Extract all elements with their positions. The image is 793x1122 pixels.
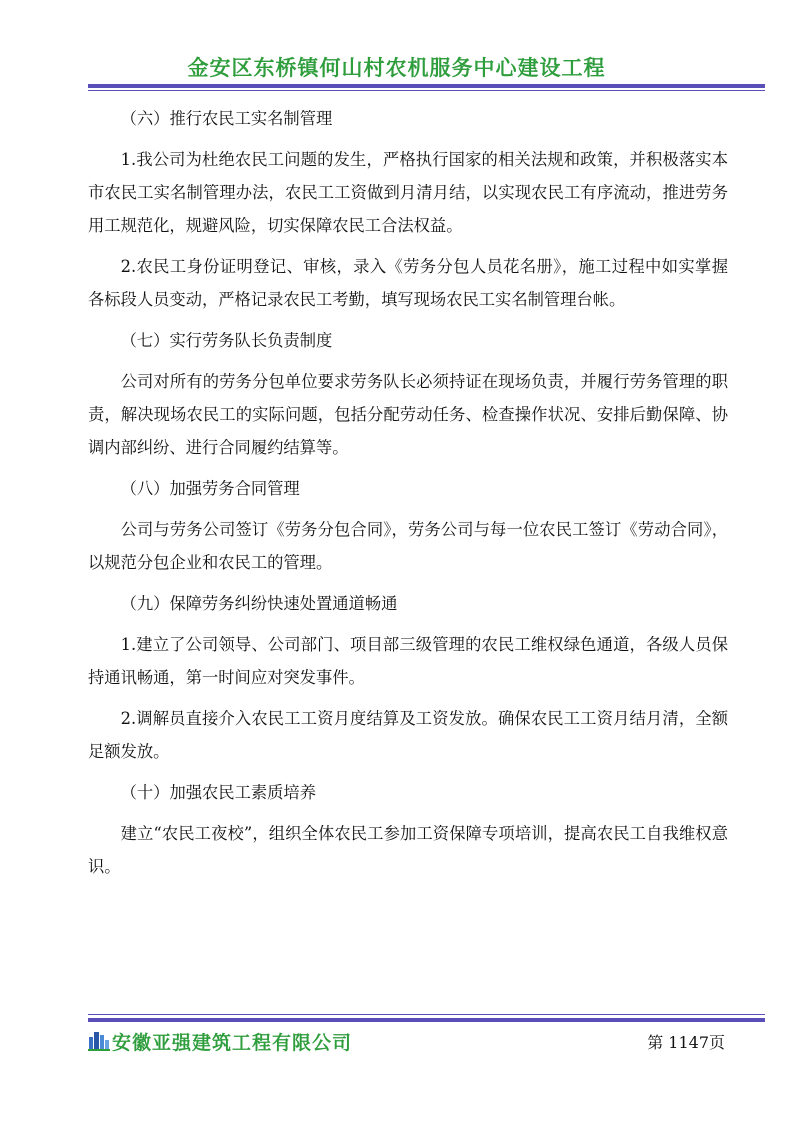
paragraph: 公司对所有的劳务分包单位要求劳务队长必须持证在现场负责，并履行劳务管理的职责，解决现场农民工的实际问题，包括分配劳动任务、检查操作状况、安排后勤保障、协调内部纠纷、进行合同履约结算等。 <box>88 372 728 457</box>
footer-rule-thick <box>88 1018 765 1022</box>
paragraph: 2.调解员直接介入农民工工资月度结算及工资发放。确保农民工工资月结月清，全额足额发放。 <box>88 709 728 761</box>
header-rule-thick <box>88 84 765 88</box>
paragraph: 1.建立了公司领导、公司部门、项目部三级管理的农民工维权绿色通道，各级人员保持通讯畅通，第一时间应对突发事件。 <box>88 635 728 687</box>
document-body <box>88 102 728 883</box>
paragraph: 公司与劳务公司签订《劳务分包合同》，劳务公司与每一位农民工签订《劳动合同》，以规范分包企业和农民工的管理。 <box>88 520 728 572</box>
header-rule-thin <box>88 90 765 91</box>
paragraph: 1.我公司为杜绝农民工问题的发生，严格执行国家的相关法规和政策，并积极落实本市农民工实名制管理办法，农民工工资做到月清月结，以实现农民工有序流动，推进劳务用工规范化，规避风险，切实保障农民工合法权益。 <box>88 150 728 235</box>
paragraph: 2.农民工身份证明登记、审核，录入《劳务分包人员花名册》，施工过程中如实掌握各标段人员变动，严格记录农民工考勤，填写现场农民工实名制管理台帐。 <box>88 257 728 309</box>
section-heading-7: （七）实行劳务队长负责制度 <box>120 331 333 350</box>
section-heading-9: （九）保障劳务纠纷快速处置通道畅通 <box>120 594 398 613</box>
footer-company-name: 安徽亚强建筑工程有限公司 <box>112 1032 353 1054</box>
page-number: 第 1147页 <box>647 1033 725 1052</box>
paragraph: 建立“农民工夜校”，组织全体农民工参加工资保障专项培训，提高农民工自我维权意识。 <box>88 824 728 876</box>
footer-rule-thin <box>88 1014 765 1015</box>
building-logo-icon <box>88 1029 110 1051</box>
section-heading-8: （八）加强劳务合同管理 <box>120 479 300 498</box>
header-title: 金安区东桥镇何山村农机服务中心建设工程 <box>187 56 606 80</box>
section-heading-6: （六）推行农民工实名制管理 <box>120 109 333 128</box>
section-heading-10: （十）加强农民工素质培养 <box>120 783 316 802</box>
